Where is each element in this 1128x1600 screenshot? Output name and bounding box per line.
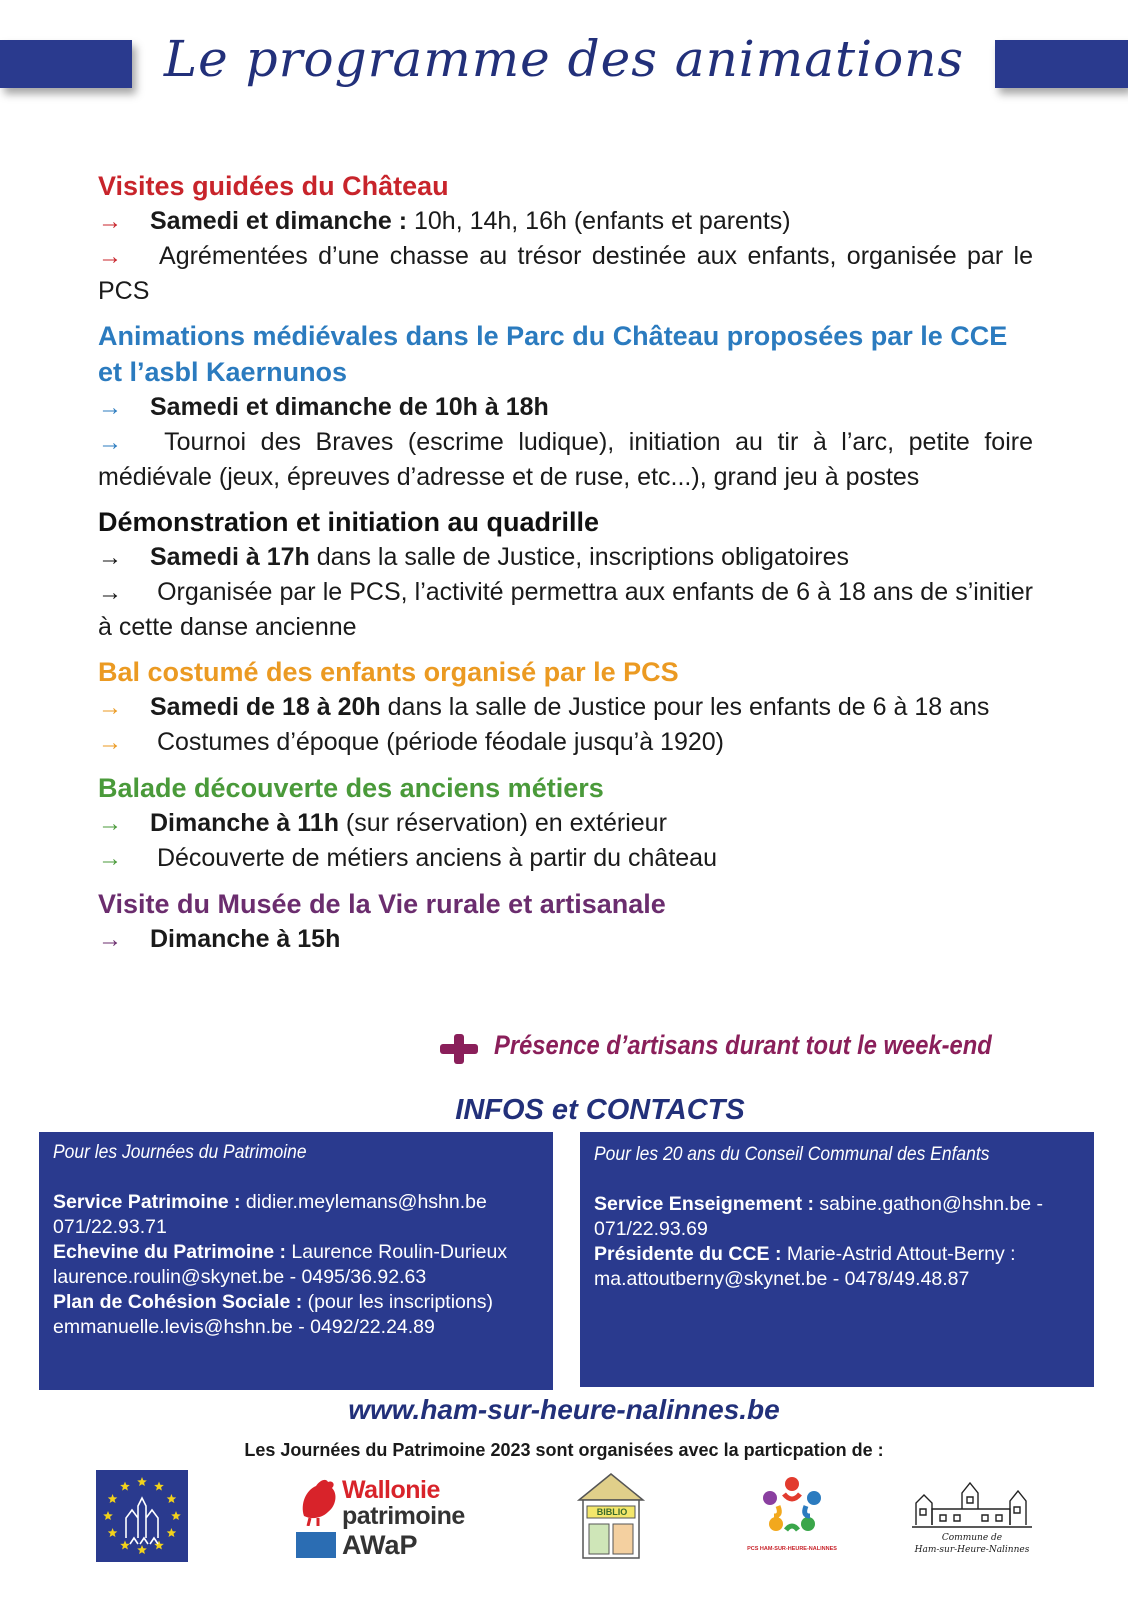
contact-box-cce: [580, 1132, 1094, 1387]
contact-line: [594, 1192, 1080, 1217]
section-line: [98, 239, 1033, 308]
arrow-right-icon: →: [98, 208, 122, 235]
contact-value: didier.meylemans@hshn.be: [240, 1191, 487, 1213]
arrow-right-icon: →: [98, 810, 122, 837]
section-line: [98, 204, 1033, 239]
presence-artisans: Présence d’artisans durant tout le week-end: [494, 1030, 992, 1060]
contact-line: [594, 1242, 1080, 1267]
contact-line: [53, 1265, 539, 1290]
line-text: Tournoi des Braves (escrime ludique), initiation au tir à l’arc, petite foire médiévale (jeux, épreuves d’adresse et de ruse, etc...), grand jeu à postes: [98, 428, 1033, 491]
eu-star: [120, 1482, 130, 1491]
wallonie-text: Wallonie: [342, 1476, 440, 1504]
eu-logo: [96, 1470, 188, 1562]
section-line: [98, 725, 1033, 760]
contact-label: Service Enseignement :: [594, 1193, 815, 1215]
line-text: dans la salle de Justice, inscriptions obligatoires: [309, 543, 849, 571]
biblio-text: BIBLIO: [596, 1507, 628, 1517]
contact-line: [53, 1215, 539, 1240]
eu-star: [120, 1540, 130, 1549]
section-title: Démonstration et initiation au quadrille: [98, 507, 600, 537]
line-bold-text: Samedi à 17h: [150, 543, 310, 571]
arrow-right-icon: →: [98, 243, 122, 270]
contact-box-title: Pour les Journées du Patrimoine: [53, 1142, 307, 1163]
section-line: [98, 575, 1033, 644]
section-title: Visites guidées du Château: [98, 171, 449, 201]
program-section: [98, 168, 1033, 308]
contact-value: emmanuelle.levis@hshn.be - 0492/22.24.89: [53, 1316, 435, 1338]
line-text: Costumes d’époque (période féodale jusqu’à 1920): [150, 728, 724, 756]
rooster-icon: [296, 1476, 340, 1526]
contact-value: Marie-Astrid Attout-Berny :: [781, 1243, 1016, 1265]
commune-logo: [910, 1475, 1034, 1565]
arrow-right-icon: →: [98, 579, 122, 606]
eu-star: [154, 1482, 164, 1491]
eu-star: [171, 1511, 181, 1520]
section-line: [98, 540, 1033, 575]
pcs-logo: [747, 1470, 837, 1562]
contact-line: [53, 1290, 539, 1315]
program-section: [98, 886, 1033, 957]
line-bold-text: Samedi de 18 à 20h: [150, 693, 381, 721]
eu-star: [167, 1494, 177, 1503]
section-title: Balade découverte des anciens métiers: [98, 773, 604, 803]
contact-label: Echevine du Patrimoine :: [53, 1241, 286, 1263]
section-line: [98, 806, 1033, 841]
arrow-right-icon: →: [98, 729, 122, 756]
arrow-right-icon: →: [98, 544, 122, 571]
people-circle-icon: [752, 1470, 832, 1544]
program-content: [98, 168, 1033, 967]
awap-text: AWaP: [342, 1530, 418, 1560]
infos-contacts-title: INFOS et CONTACTS: [455, 1094, 745, 1126]
contact-lines: [53, 1190, 539, 1340]
program-section: [98, 318, 1033, 494]
contact-label: Plan de Cohésion Sociale :: [53, 1291, 303, 1313]
line-text: dans la salle de Justice pour les enfants de 6 à 18 ans: [380, 693, 990, 721]
contact-line: [53, 1240, 539, 1265]
line-bold-text: Dimanche à 11h: [150, 809, 339, 837]
arrow-right-icon: →: [98, 845, 122, 872]
commune-text-line2: Ham-sur-Heure-Nalinnes: [914, 1545, 1030, 1555]
line-bold-text: Samedi et dimanche :: [150, 207, 408, 235]
pcs-caption: PCS HAM-SUR-HEURE-NALINNES: [747, 1546, 837, 1552]
commune-text-line1: Commune de: [941, 1533, 1003, 1543]
awap-small-box: [296, 1532, 336, 1558]
contact-line: [594, 1267, 1080, 1292]
line-text: 10h, 14h, 16h (enfants et parents): [407, 207, 791, 235]
eu-star: [108, 1528, 118, 1537]
line-text: (sur réservation) en extérieur: [338, 809, 667, 837]
castle-icon: [910, 1475, 1034, 1531]
section-title: Animations médiévales dans le Parc du Château proposées par le CCE et l’asbl Kaernunos: [98, 321, 1008, 387]
wallonie-patrimoine-awap-logo: [296, 1472, 486, 1564]
eu-star: [137, 1545, 147, 1554]
contact-box-title: Pour les 20 ans du Conseil Communal des Enfants: [594, 1144, 990, 1165]
partners-caption: Les Journées du Patrimoine 2023 sont organisées avec la particpation de :: [244, 1440, 884, 1460]
contact-label: Présidente du CCE :: [594, 1243, 782, 1265]
eu-star: [108, 1494, 118, 1503]
section-title: Visite du Musée de la Vie rurale et artisanale: [98, 889, 666, 919]
line-text: Agrémentées d’une chasse au trésor destinée aux enfants, organisée par le PCS: [98, 242, 1033, 305]
contact-value: sabine.gathon@hshn.be -: [814, 1193, 1044, 1215]
website-link[interactable]: www.ham-sur-heure-nalinnes.be: [348, 1394, 780, 1425]
arrow-right-icon: →: [98, 694, 122, 721]
biblio-logo: [575, 1470, 647, 1560]
program-section: [98, 654, 1033, 760]
line-bold-text: Dimanche à 15h: [150, 925, 341, 953]
program-section: [98, 504, 1033, 644]
arrow-right-icon: →: [98, 926, 122, 953]
contact-line: [594, 1217, 1080, 1242]
section-title: Bal costumé des enfants organisé par le PCS: [98, 657, 679, 687]
contact-value: 071/22.93.71: [53, 1216, 167, 1238]
contact-line: [53, 1315, 539, 1340]
eu-star: [137, 1477, 147, 1486]
arrow-right-icon: →: [98, 429, 122, 456]
eu-stars-icon: [96, 1470, 188, 1562]
line-text: Organisée par le PCS, l’activité permettra aux enfants de 6 à 18 ans de s’initier à cette danse ancienne: [98, 578, 1033, 641]
line-text: Découverte de métiers anciens à partir du château: [150, 844, 717, 872]
contact-line: [53, 1190, 539, 1215]
section-line: [98, 425, 1033, 494]
section-line: [98, 922, 1033, 957]
plus-icon: [440, 1034, 478, 1064]
contact-value: 071/22.93.69: [594, 1218, 708, 1240]
eu-star: [103, 1511, 113, 1520]
patrimoine-text: patrimoine: [342, 1502, 465, 1530]
contact-lines: [594, 1192, 1080, 1292]
contact-value: laurence.roulin@skynet.be - 0495/36.92.63: [53, 1266, 427, 1288]
contact-label: Service Patrimoine :: [53, 1191, 241, 1213]
program-section: [98, 770, 1033, 876]
line-bold-text: Samedi et dimanche de 10h à 18h: [150, 393, 549, 421]
section-line: [98, 690, 1033, 725]
arrow-right-icon: →: [98, 394, 122, 421]
section-line: [98, 841, 1033, 876]
eu-star: [167, 1528, 177, 1537]
contact-value: Laurence Roulin-Durieux: [285, 1241, 508, 1263]
contact-value: (pour les inscriptions): [302, 1291, 493, 1313]
contact-value: ma.attoutberny@skynet.be - 0478/49.48.87: [594, 1268, 970, 1290]
contact-box-patrimoine: [39, 1132, 553, 1390]
page-title: Le programme des animations: [163, 30, 965, 88]
section-line: [98, 390, 1033, 425]
